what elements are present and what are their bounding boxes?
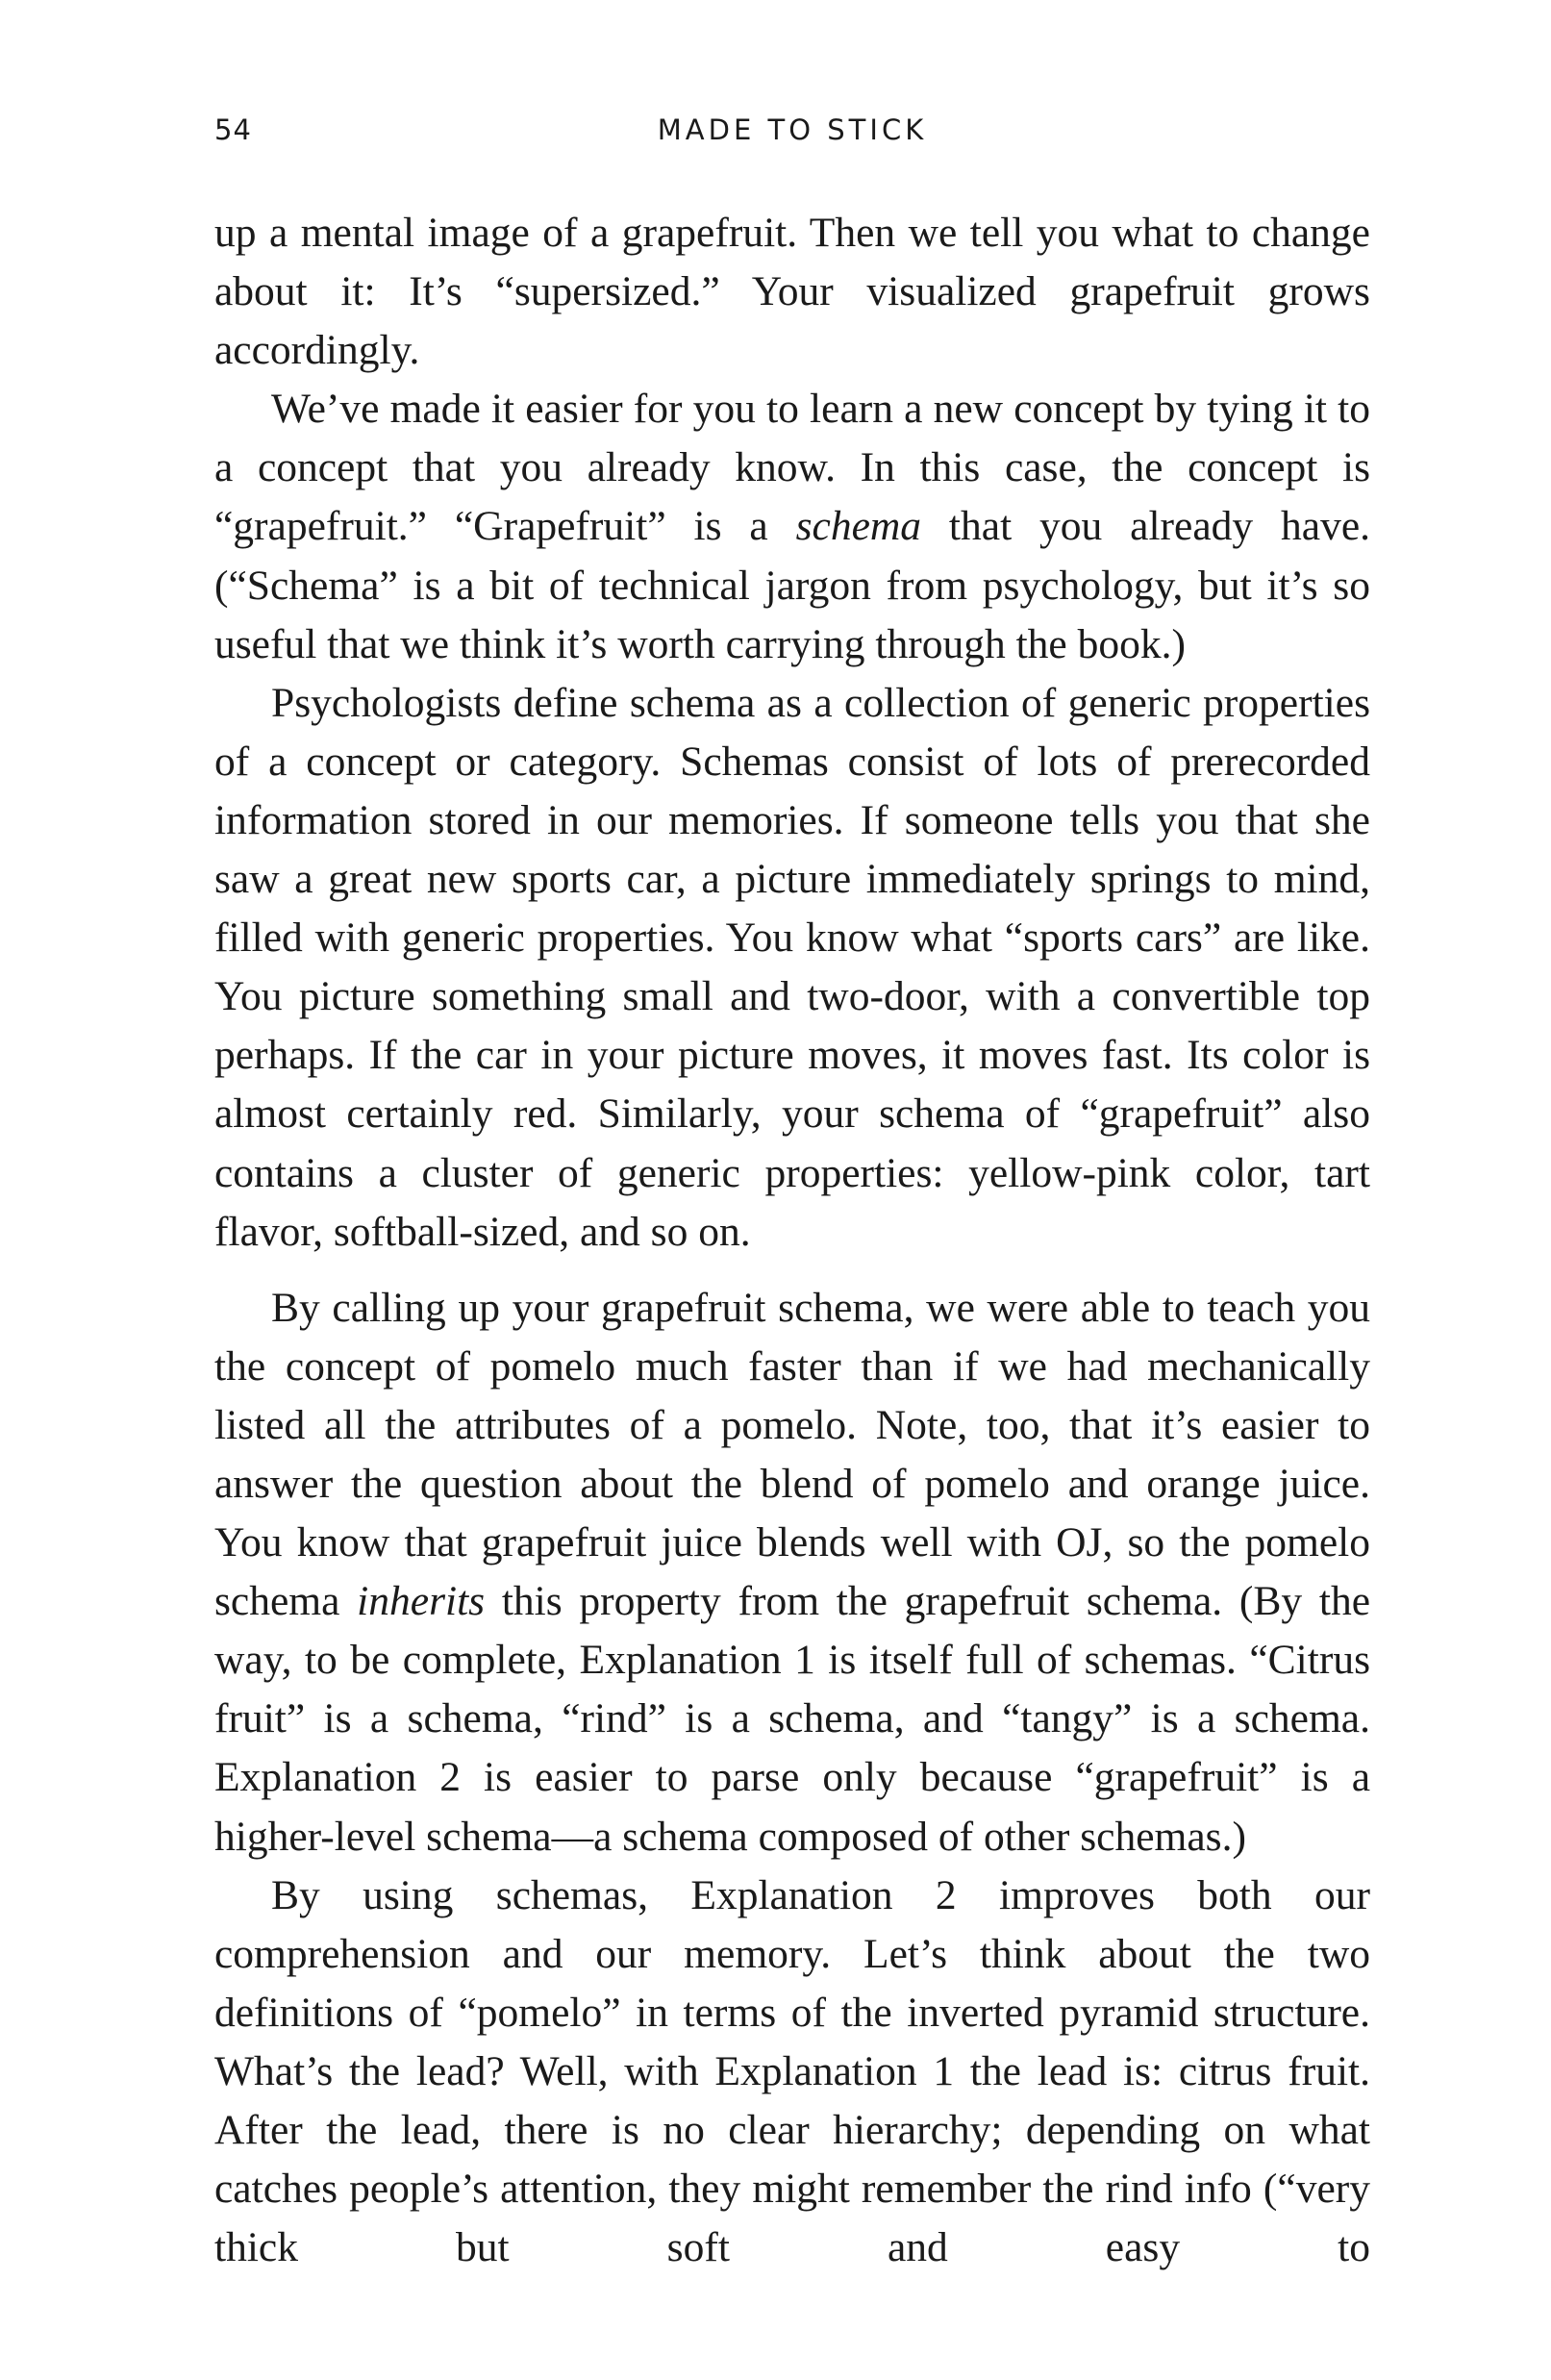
paragraph-text: this property from the grapefruit schema. (By the way, to be complete, Explanation 1 is itself full of schemas. “Citrus fruit” is a schema, “rind” is a schema, and “tangy” is a schema. Explanation 2 is easier to parse only because “grapefruit” is a higher-level schema—a schema composed of other schemas.) [214,1578,1370,1860]
paragraph [214,204,1370,380]
paragraph [214,674,1370,1262]
paragraph-text: We’ve made it easier for you to learn a new concept by tying it to a concept that you already know. In this case, the concept is “grapefruit.” “Grapefruit” is a [214,386,1370,550]
paragraph-text: up a mental image of a grapefruit. Then we tell you what to change about it: It’s “supersized.” Your visualized grapefruit grows accordingly. [214,210,1370,374]
page-number: 54 [214,113,252,146]
paragraph [214,1866,1370,2278]
paragraph-text: By using schemas, Explanation 2 improves both our comprehension and our memory. Let’s think about the two definitions of “pomelo” in terms of the inverted pyramid structure. What’s the lead? Well, with Explanation 1 the lead is: citrus fruit. After the lead, there is no clear hierarchy; depending on what catches people’s attention, they might remember the rind info (“very thick but soft and easy to [214,1871,1370,2271]
emphasis-text: schema [795,503,922,550]
book-title: MADE TO STICK [657,113,928,146]
paragraph-text: By calling up your grapefruit schema, we were able to teach you the concept of pomelo much faster than if we had mechanically listed all the attributes of a pomelo. Note, too, that it’s easier to answer the question about the blend of pomelo and orange juice. You know that grapefruit juice blends well with OJ, so the pomelo schema [214,1284,1370,1625]
paragraph-text: that you already have. (“Schema” is a bit of technical jargon from psychology, but it’s so useful that we think it’s worth carrying through the book.) [214,503,1371,667]
paragraph [214,1279,1370,1866]
running-head [214,113,1370,160]
body-text [214,204,1370,2277]
emphasis-text: inherits [357,1578,486,1625]
paragraph [214,380,1370,673]
paragraph-text: Psychologists define schema as a collection of generic properties of a concept or category. Schemas consist of lots of prerecorded information stored in our memories. If someone tells you that she saw a great new sports car, a picture immediately springs to mind, filled with generic properties. You know what “sports cars” are like. You picture something small and two-door, with a convertible top perhaps. If the car in your picture moves, it moves fast. Its color is almost certainly red. Similarly, your schema of “grapefruit” also contains a cluster of generic properties: yellow-pink color, tart flavor, softball-sized, and so on. [214,679,1370,1255]
